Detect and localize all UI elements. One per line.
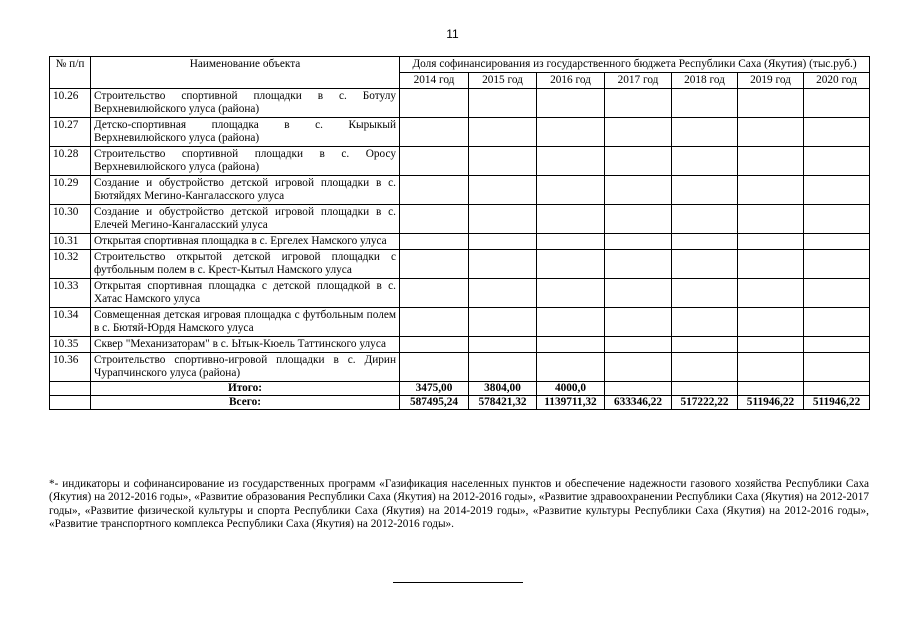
subtotal-value	[804, 382, 870, 396]
header-year: 2018 год	[672, 73, 738, 89]
table-row	[50, 234, 870, 250]
total-value: 517222,22	[672, 396, 738, 410]
subtotal-value	[672, 382, 738, 396]
table-row	[50, 250, 870, 279]
header-year: 2019 год	[738, 73, 804, 89]
subtotal-value	[605, 382, 672, 396]
table-row	[50, 176, 870, 205]
total-value: 1139711,32	[537, 396, 605, 410]
subtotal-value	[738, 382, 804, 396]
row-number: 10.36	[50, 353, 91, 382]
row-number: 10.35	[50, 337, 91, 353]
cofinancing-table	[49, 56, 870, 410]
row-object-name: Детско-спортивная площадка в с. Кырыкый Верхневилюйского улуса (района)	[91, 118, 400, 147]
row-number: 10.32	[50, 250, 91, 279]
total-value: 511946,22	[804, 396, 870, 410]
subtotal-label: Итого:	[91, 382, 400, 396]
row-number: 10.27	[50, 118, 91, 147]
subtotal-value: 4000,0	[537, 382, 605, 396]
header-year: 2017 год	[605, 73, 672, 89]
total-value: 633346,22	[605, 396, 672, 410]
total-label: Всего:	[91, 396, 400, 410]
row-object-name: Открытая спортивная площадка в с. Ергелех Намского улуса	[91, 234, 400, 250]
total-value: 511946,22	[738, 396, 804, 410]
total-value: 578421,32	[469, 396, 537, 410]
table-row	[50, 118, 870, 147]
subtotal-value: 3475,00	[400, 382, 469, 396]
row-number: 10.28	[50, 147, 91, 176]
row-number: 10.26	[50, 89, 91, 118]
row-object-name: Строительство открытой детской игровой площадки с футбольным полем в с. Крест-Кытыл Намского улуса	[91, 250, 400, 279]
row-object-name: Создание и обустройство детской игровой площадки в с. Елечей Мегино-Кангаласский улуса	[91, 205, 400, 234]
subtotal-value: 3804,00	[469, 382, 537, 396]
table-row	[50, 147, 870, 176]
table-row	[50, 89, 870, 118]
header-year: 2015 год	[469, 73, 537, 89]
header-row	[50, 57, 870, 73]
row-object-name: Сквер "Механизаторам" в с. Ытык-Кюель Таттинского улуса	[91, 337, 400, 353]
footer-divider	[393, 582, 523, 583]
header-object-name: Наименование объекта	[91, 57, 400, 89]
table-row	[50, 337, 870, 353]
table-row	[50, 308, 870, 337]
table-row	[50, 205, 870, 234]
row-number: 10.33	[50, 279, 91, 308]
table-row	[50, 279, 870, 308]
header-year: 2016 год	[537, 73, 605, 89]
subtotal-row	[50, 382, 870, 396]
row-object-name: Строительство спортивно-игровой площадки в с. Дирин Чурапчинского улуса (района)	[91, 353, 400, 382]
header-year: 2020 год	[804, 73, 870, 89]
footnote: *- индикаторы и софинансирование из государственных программ «Газификация населенных пунктов и обеспечение надежности газового хозяйства Республики Саха (Якутия) на 2012-2016 годы», «Развитие образования Республики Саха (Якутия) на 2012-2016 годы», «Развитие здравоохранении Республики Саха (Якутия) на 2012-2017 годы», «Развитие физической культуры и спорта Республики Саха (Якутия) на 2014-2019 годы», «Развитие культуры Республики Саха (Якутия) на 2012-2016 годы», «Развитие транспортного комплекса Республики Саха (Якутия) на 2012-2016 годы».	[49, 478, 869, 531]
row-object-name: Совмещенная детская игровая площадка с футбольным полем в с. Бютяй-Юрдя Намского улуса	[91, 308, 400, 337]
row-object-name: Строительство спортивной площадки в с. Оросу Верхневилюйского улуса (района)	[91, 147, 400, 176]
row-object-name: Создание и обустройство детской игровой площадки в с. Бютяйдях Мегино-Кангаласского улуса	[91, 176, 400, 205]
total-row	[50, 396, 870, 410]
row-number: 10.29	[50, 176, 91, 205]
row-number: 10.31	[50, 234, 91, 250]
header-number: № п/п	[50, 57, 91, 89]
row-object-name: Строительство спортивной площадки в с. Ботулу Верхневилюйского улуса (района)	[91, 89, 400, 118]
header-cofinancing-share: Доля софинансирования из государственного бюджета Республики Саха (Якутия) (тыс.руб.)	[400, 57, 870, 73]
row-number: 10.30	[50, 205, 91, 234]
header-year: 2014 год	[400, 73, 469, 89]
total-value: 587495,24	[400, 396, 469, 410]
table-row	[50, 353, 870, 382]
page-number: 11	[446, 27, 459, 41]
row-number: 10.34	[50, 308, 91, 337]
row-object-name: Открытая спортивная площадка с детской площадкой в с. Хатас Намского улуса	[91, 279, 400, 308]
